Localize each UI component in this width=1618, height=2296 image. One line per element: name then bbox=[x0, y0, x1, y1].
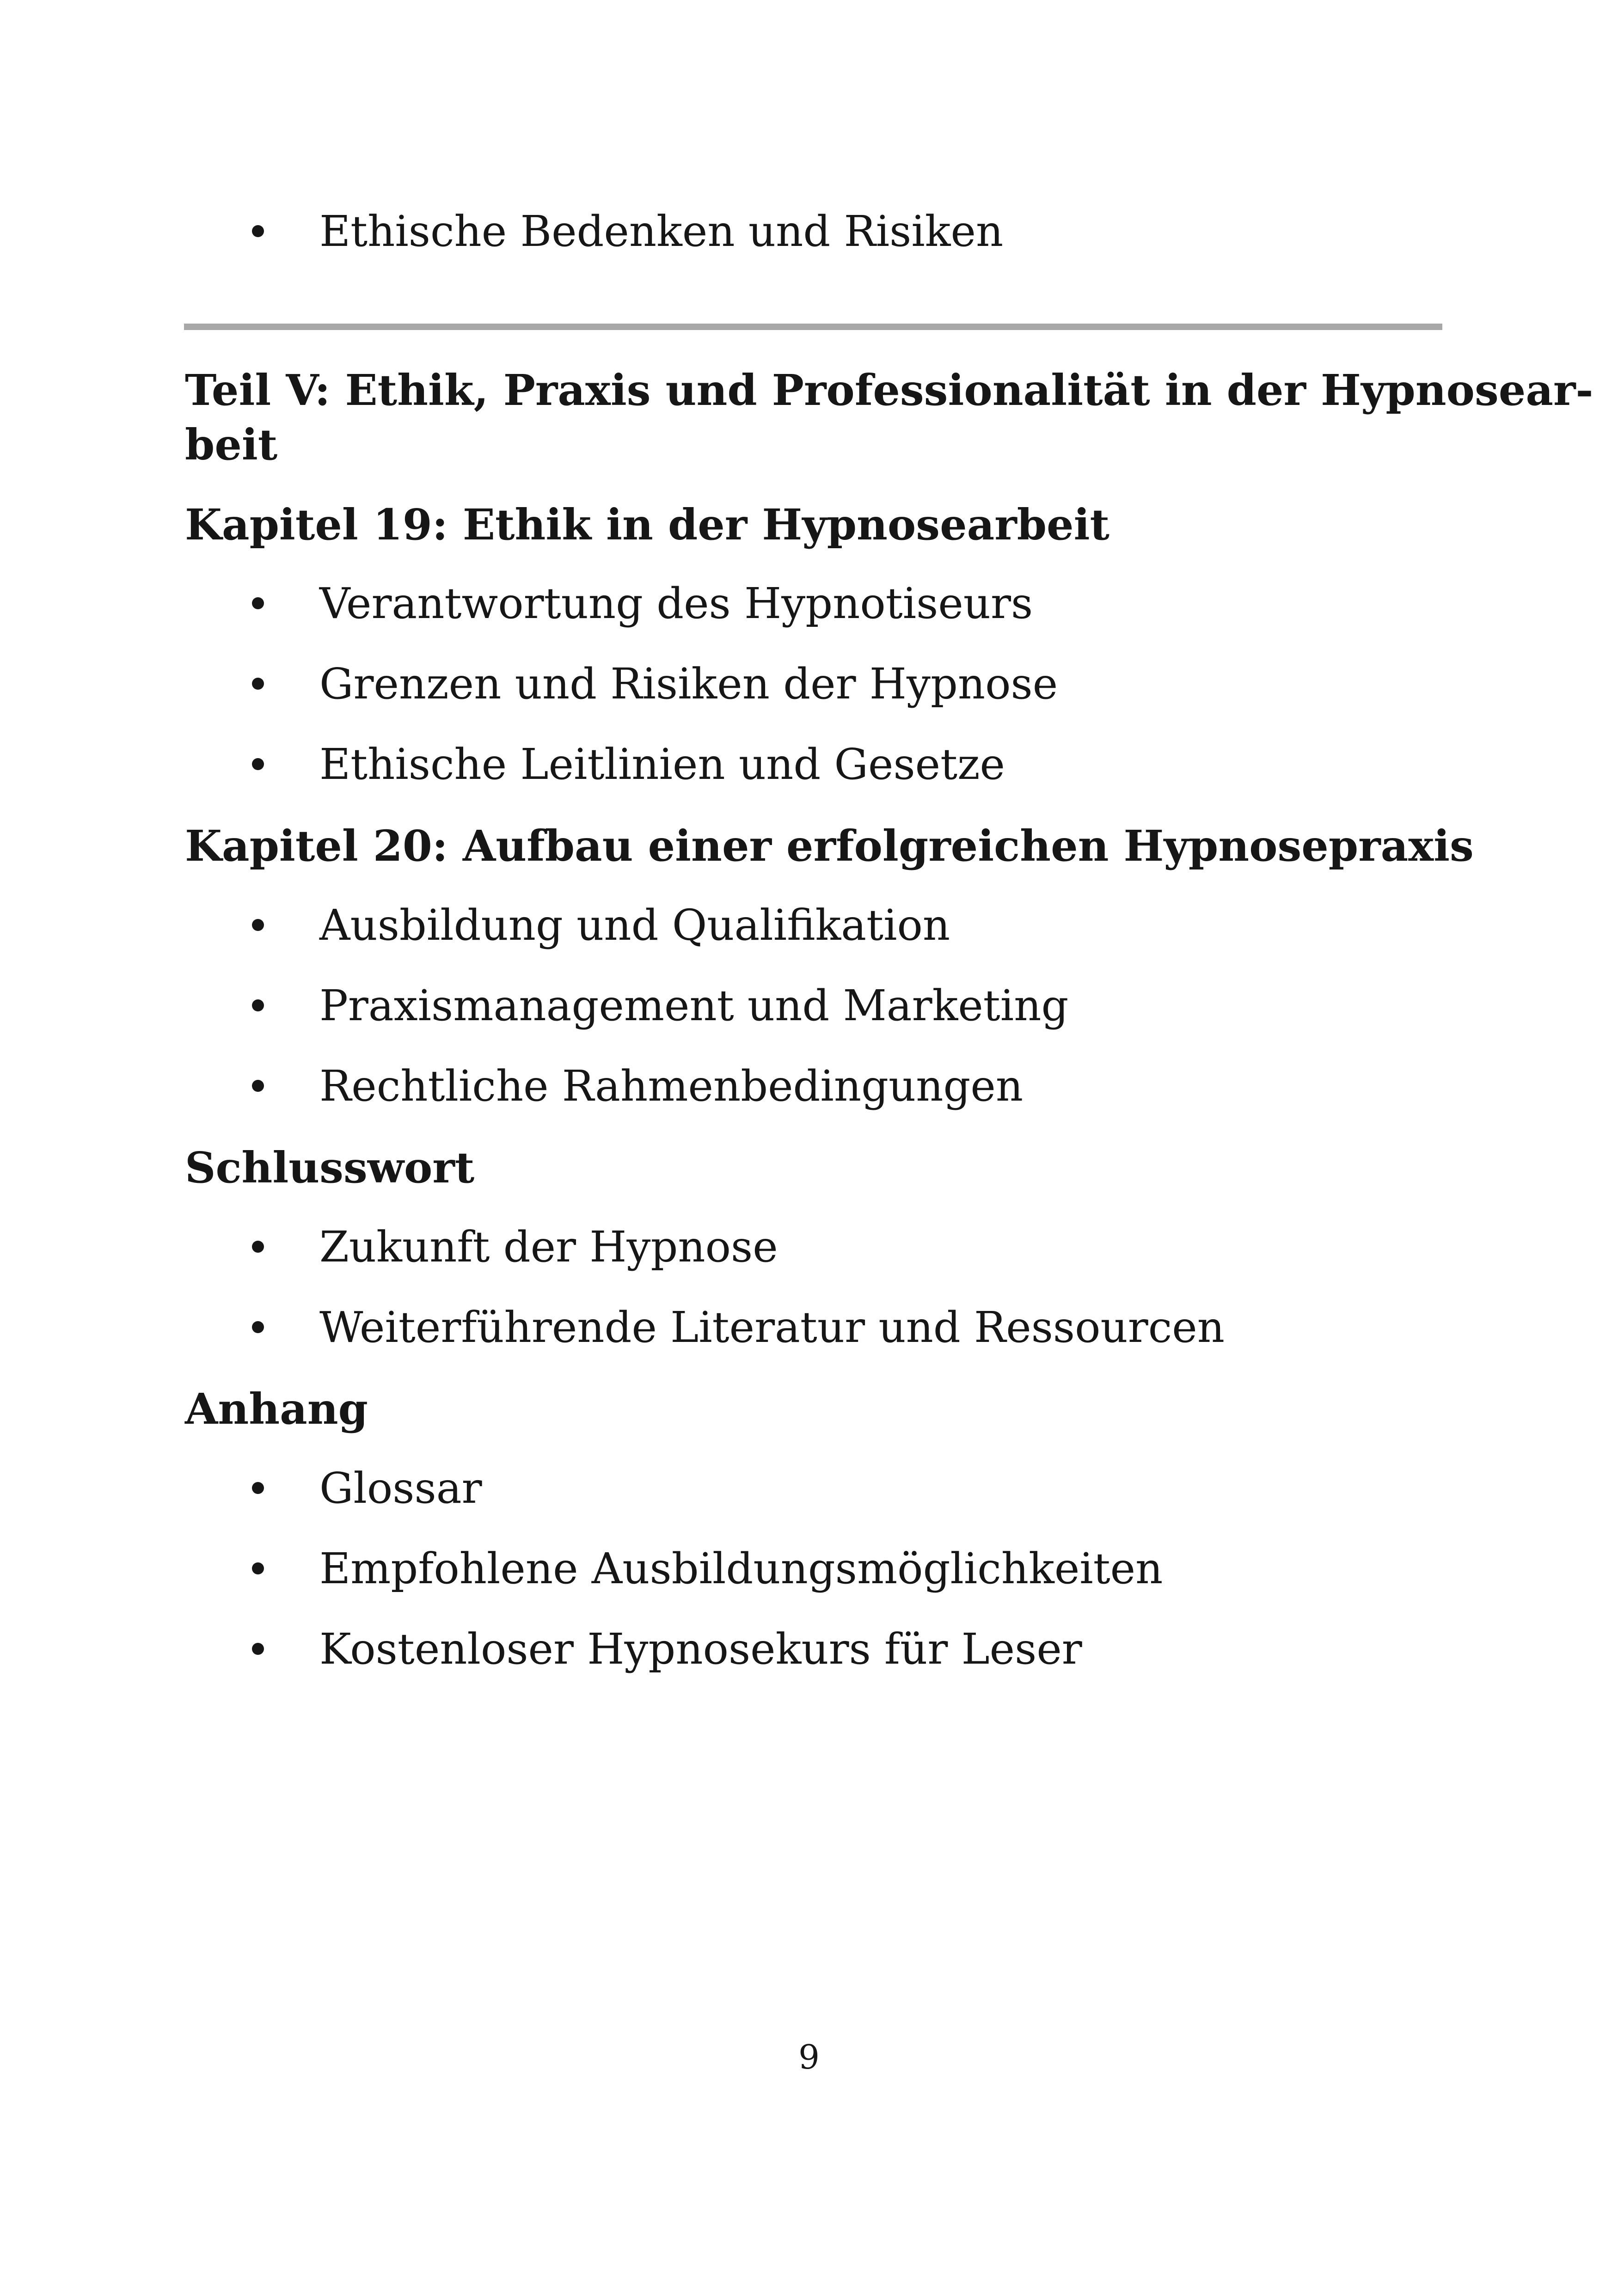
list-item-text: Glossar bbox=[319, 1463, 482, 1513]
list-item bbox=[252, 734, 1005, 794]
chapter-heading: Kapitel 19: Ethik in der Hypnosearbeit bbox=[185, 500, 1110, 550]
list-item-text: Kostenloser Hypnosekurs für Leser bbox=[319, 1624, 1082, 1674]
bullet-icon bbox=[252, 1321, 264, 1333]
list-item-text: Zukunft der Hypnose bbox=[319, 1222, 778, 1272]
list-item bbox=[252, 1538, 1163, 1598]
list-item-text: Rechtliche Rahmenbedingungen bbox=[319, 1061, 1024, 1111]
chapter-heading: Kapitel 20: Aufbau einer erfolgreichen Hypnosepraxis bbox=[185, 821, 1474, 871]
bullet-icon bbox=[252, 999, 264, 1011]
bullet-icon bbox=[252, 1080, 264, 1092]
list-item bbox=[252, 975, 1068, 1035]
horizontal-divider bbox=[184, 324, 1442, 330]
list-item-text: Ethische Leitlinien und Gesetze bbox=[319, 739, 1005, 789]
bullet-icon bbox=[252, 919, 264, 931]
list-item-text: Empfohlene Ausbildungsmöglichkeiten bbox=[319, 1543, 1163, 1593]
part-heading bbox=[185, 363, 1593, 472]
list-item-text: Verantwortung des Hypnotiseurs bbox=[319, 578, 1033, 628]
list-item bbox=[252, 201, 1003, 261]
bullet-icon bbox=[252, 1241, 264, 1253]
list-item bbox=[252, 654, 1058, 714]
list-item bbox=[252, 1297, 1225, 1357]
bullet-icon bbox=[252, 678, 264, 690]
bullet-icon bbox=[252, 1643, 264, 1655]
bullet-icon bbox=[252, 597, 264, 609]
section-heading: Schlusswort bbox=[185, 1143, 475, 1193]
list-item-text: Praxismanagement und Marketing bbox=[319, 980, 1069, 1030]
list-item bbox=[252, 573, 1033, 633]
list-item bbox=[252, 1619, 1082, 1679]
bullet-icon bbox=[252, 1562, 264, 1574]
list-item-text: Ethische Bedenken und Risiken bbox=[319, 206, 1004, 256]
list-item bbox=[252, 1458, 482, 1518]
list-item bbox=[252, 1217, 778, 1277]
list-item-text: Grenzen und Risiken der Hypnose bbox=[319, 659, 1058, 709]
list-item bbox=[252, 1056, 1023, 1116]
list-item-text: Weiterführende Literatur und Ressourcen bbox=[319, 1302, 1225, 1352]
bullet-icon bbox=[252, 1482, 264, 1494]
list-item-text: Ausbildung und Qualifikation bbox=[319, 900, 950, 950]
section-heading: Anhang bbox=[185, 1384, 368, 1434]
bullet-icon bbox=[252, 758, 264, 770]
bullet-icon bbox=[252, 225, 264, 237]
part-heading-line-2: beit bbox=[185, 420, 278, 470]
list-item bbox=[252, 895, 950, 955]
part-heading-line-1: Teil V: Ethik, Praxis und Professionalität in der Hypnosear- bbox=[185, 365, 1593, 415]
page-number: 9 bbox=[798, 2038, 820, 2076]
